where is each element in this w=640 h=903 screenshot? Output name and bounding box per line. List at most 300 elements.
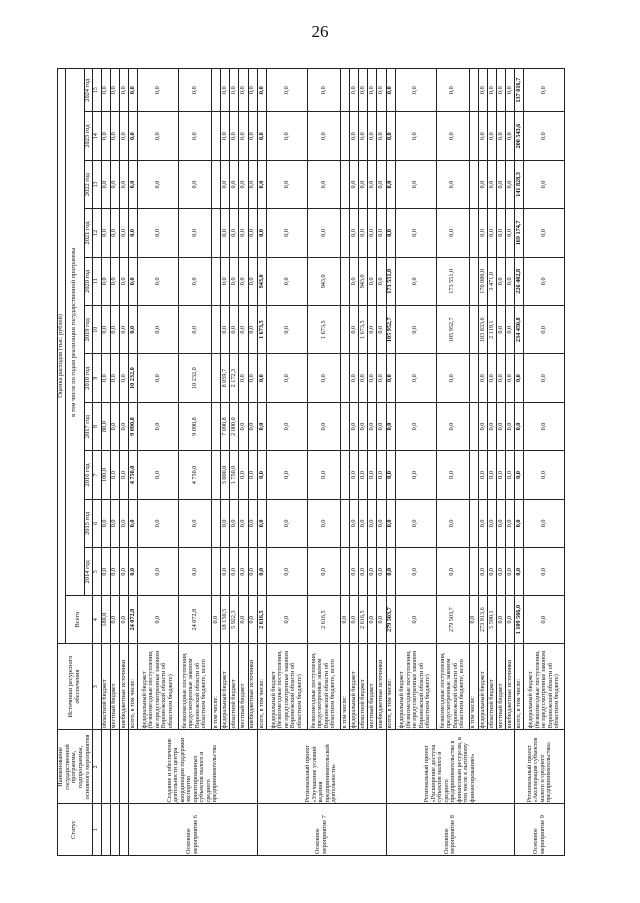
value-cell: 0,0 [506,209,515,257]
value-cell [340,354,349,402]
value-cell: 0,0 [524,257,565,305]
value-cell: 0,0 [248,402,257,450]
value-cell: 0,0 [377,209,386,257]
value-cell: 0,0 [487,548,496,596]
value-cell: 0,0 [386,451,395,499]
source-cell: всего, в том числе: [257,643,266,730]
value-cell [340,160,349,208]
value-cell: 0,0 [497,306,506,354]
value-cell: 0,0 [230,499,239,547]
value-cell: 0,0 [386,499,395,547]
value-cell: 0,0 [138,257,179,305]
value-cell [469,548,478,596]
index-cell: 2 [92,730,101,804]
value-cell: 0,0 [307,499,340,547]
value-cell: 0,0 [478,451,487,499]
source-cell: областной бюджет [487,643,496,730]
value-cell: 0,0 [436,209,469,257]
value-cell: 173 551,0 [386,257,395,305]
status-cell: Основное мероприятие 8 [386,804,515,856]
value-cell: 0,0 [307,354,340,402]
value-cell: 0,0 [524,548,565,596]
total-cell: 24 072,8 [128,596,137,643]
total-cell: 18 150,5 [221,596,230,643]
value-cell: 0,0 [138,209,179,257]
value-cell [340,112,349,160]
value-cell: 0,0 [377,69,386,112]
value-cell: 0,0 [248,306,257,354]
value-cell: 0,0 [119,354,128,402]
value-cell: 0,0 [377,499,386,547]
value-cell: 226 402,8 [515,257,524,305]
value-cell [211,112,220,160]
value-cell: 0,0 [257,451,266,499]
value-cell: 0,0 [478,112,487,160]
value-cell [211,402,220,450]
value-cell: 0,0 [515,402,524,450]
table-row [101,69,110,856]
total-cell: 5 590,1 [487,596,496,643]
value-cell: 0,0 [179,69,212,112]
value-cell [340,257,349,305]
status-cell [110,804,119,856]
value-cell: 0,0 [119,451,128,499]
total-cell: 0,0 [110,596,119,643]
value-cell: 0,0 [436,112,469,160]
value-cell: 0,0 [506,69,515,112]
total-cell: 0,0 [248,596,257,643]
value-cell: 0,0 [230,306,239,354]
value-cell: 0,0 [524,306,565,354]
value-cell: 0,0 [110,402,119,450]
value-cell: 0,0 [395,69,436,112]
value-cell: 0,0 [395,112,436,160]
value-cell: 0,0 [110,306,119,354]
value-cell: 105 952,7 [436,306,469,354]
total-cell: 0,0 [349,596,358,643]
value-cell: 0,0 [179,306,212,354]
value-cell: 10 232,0 [179,354,212,402]
value-cell: 0,0 [506,112,515,160]
header-year: 2020 год [84,257,92,305]
value-cell [211,499,220,547]
index-cell: 9 [92,354,101,402]
value-cell: 0,0 [230,209,239,257]
value-cell: 0,0 [497,69,506,112]
value-cell: 0,0 [349,451,358,499]
value-cell [469,402,478,450]
total-cell: 2 616,5 [307,596,340,643]
header-year: 2022 год [84,160,92,208]
source-cell: внебюджетные источники [248,643,257,730]
value-cell: 0,0 [119,499,128,547]
value-cell: 0,0 [101,160,110,208]
value-cell: 0,0 [119,69,128,112]
value-cell: 0,0 [128,209,137,257]
value-cell: 0,0 [248,451,257,499]
header-year: 2021 год [84,209,92,257]
value-cell [340,402,349,450]
value-cell: 0,0 [138,160,179,208]
source-cell: федеральный бюджет [349,643,358,730]
source-cell: внебюджетные источники [377,643,386,730]
value-cell: 0,0 [138,451,179,499]
value-cell: 0,0 [101,354,110,402]
value-cell: 234 450,8 [515,306,524,354]
value-cell: 0,0 [487,209,496,257]
value-cell: 0,0 [221,209,230,257]
total-cell: 0,0 [340,596,349,643]
value-cell: 0,0 [478,209,487,257]
page-number: 26 [311,22,329,41]
value-cell: 0,0 [307,160,340,208]
header-year: 2023 год [84,112,92,160]
name-cell: Создание и обеспечение деятельности центра координации поддержки экспортно ориентированных субъектов малого и среднего предпринимательства [128,730,257,804]
source-cell: всего, в том числе: [515,643,524,730]
value-cell: 0,0 [138,69,179,112]
value-cell: 0,0 [257,354,266,402]
index-cell: 14 [92,112,101,160]
value-cell: 0,0 [524,69,565,112]
total-cell: 279 503,7 [436,596,469,643]
value-cell: 0,0 [506,306,515,354]
value-cell: 0,0 [138,548,179,596]
value-cell [469,354,478,402]
value-cell: 0,0 [257,499,266,547]
value-cell: 0,0 [359,160,368,208]
value-cell: 0,0 [221,112,230,160]
value-cell: 0,0 [497,548,506,596]
value-cell: 0,0 [478,499,487,547]
value-cell: 0,0 [128,160,137,208]
total-cell: 24 072,8 [179,596,212,643]
value-cell: 0,0 [128,69,137,112]
value-cell: 0,0 [110,451,119,499]
value-cell: 9 090,8 [128,402,137,450]
value-cell: 0,0 [248,499,257,547]
total-cell: 0,0 [469,596,478,643]
value-cell: 0,0 [349,257,358,305]
value-cell: 0,0 [395,160,436,208]
value-cell: 0,0 [307,402,340,450]
total-cell: 0,0 [524,596,565,643]
value-cell: 0,0 [506,257,515,305]
name-cell [110,730,119,804]
value-cell: 0,0 [230,112,239,160]
value-cell: 0,0 [110,354,119,402]
value-cell: 0,0 [101,69,110,112]
value-cell: 0,0 [248,354,257,402]
value-cell: 0,0 [497,499,506,547]
value-cell: 9 090,8 [179,402,212,450]
value-cell: 0,0 [478,354,487,402]
value-cell: 0,0 [478,69,487,112]
value-cell: 2 119,1 [487,306,496,354]
value-cell: 0,0 [266,69,307,112]
value-cell: 0,0 [349,69,358,112]
header-name: Наименование государственной программы, подпрограммы, основного мероприятия [58,730,93,804]
header-year: 2015 год [84,499,92,547]
value-cell: 0,0 [138,354,179,402]
value-cell [211,257,220,305]
total-cell: 0,0 [497,596,506,643]
value-cell: 1 750,0 [230,451,239,499]
value-cell: 0,0 [248,257,257,305]
value-cell: 137 016,7 [515,69,524,112]
value-cell: 0,0 [395,451,436,499]
value-cell [211,451,220,499]
value-cell: 0,0 [368,402,377,450]
value-cell: 0,0 [359,451,368,499]
value-cell: 0,0 [266,257,307,305]
value-cell: 0,0 [221,160,230,208]
header-stage: в том числе по годам реализации государственной программы [65,69,84,596]
header-source: Источники ресурсного обеспечения [58,643,93,730]
value-cell: 0,0 [349,306,358,354]
index-cell: 6 [92,499,101,547]
value-cell: 0,0 [257,402,266,450]
value-cell: 0,0 [307,451,340,499]
index-cell: 3 [92,643,101,730]
value-cell: 0,0 [110,257,119,305]
index-cell: 11 [92,257,101,305]
value-cell: 0,0 [487,160,496,208]
value-cell: 0,0 [266,499,307,547]
value-cell [211,354,220,402]
source-cell: в том числе: [211,643,220,730]
value-cell: 0,0 [377,257,386,305]
total-cell: 0,0 [368,596,377,643]
value-cell: 0,0 [266,112,307,160]
value-cell: 0,0 [386,160,395,208]
value-cell: 0,0 [368,209,377,257]
name-cell: Региональный проект «Акселерация субъектов малого и среднего предпринимательства» [515,730,565,804]
index-cell: 12 [92,209,101,257]
value-cell: 3 471,0 [487,257,496,305]
value-cell: 0,0 [110,209,119,257]
total-cell: 0,0 [266,596,307,643]
value-cell: 0,0 [349,209,358,257]
value-cell: 0,0 [515,548,524,596]
value-cell [469,209,478,257]
value-cell: 0,0 [266,354,307,402]
value-cell: 0,0 [395,499,436,547]
value-cell: 80,0 [101,402,110,450]
source-cell: областной бюджет [101,643,110,730]
value-cell: 0,0 [478,160,487,208]
status-cell [101,804,110,856]
value-cell: 0,0 [506,402,515,450]
value-cell: 0,0 [368,160,377,208]
value-cell: 0,0 [515,451,524,499]
value-cell: 0,0 [239,160,248,208]
total-cell: 2 616,5 [359,596,368,643]
source-cell: местный бюджет [368,643,377,730]
source-cell: всего, в том числе: [128,643,137,730]
value-cell: 0,0 [307,69,340,112]
value-cell: 0,0 [368,499,377,547]
value-cell: 0,0 [497,209,506,257]
value-cell: 0,0 [239,306,248,354]
source-cell: местный бюджет [110,643,119,730]
value-cell: 0,0 [138,112,179,160]
total-cell: 0,0 [395,596,436,643]
value-cell: 0,0 [239,548,248,596]
source-cell: внебюджетные источники [119,643,128,730]
value-cell: 0,0 [119,548,128,596]
total-cell: 0,0 [138,596,179,643]
value-cell: 0,0 [377,306,386,354]
value-cell: 0,0 [239,209,248,257]
value-cell: 0,0 [119,112,128,160]
value-cell [340,69,349,112]
value-cell: 0,0 [487,451,496,499]
value-cell [211,548,220,596]
index-cell: 13 [92,160,101,208]
value-cell: 0,0 [497,402,506,450]
index-cell: 8 [92,402,101,450]
value-cell: 0,0 [266,451,307,499]
value-cell [211,306,220,354]
value-cell: 0,0 [110,499,119,547]
value-cell: 0,0 [395,548,436,596]
value-cell: 0,0 [368,112,377,160]
value-cell: 0,0 [487,499,496,547]
value-cell: 0,0 [179,209,212,257]
value-cell: 0,0 [119,257,128,305]
value-cell [469,160,478,208]
value-cell: 0,0 [101,548,110,596]
value-cell: 0,0 [436,160,469,208]
value-cell: 943,0 [359,257,368,305]
value-cell: 0,0 [119,402,128,450]
value-cell: 0,0 [119,160,128,208]
index-cell: 1 [92,804,101,856]
header-year: 2017 год [84,402,92,450]
value-cell: 0,0 [478,548,487,596]
name-cell [101,730,110,804]
status-cell: Основное мероприятие 7 [257,804,386,856]
value-cell: 0,0 [179,112,212,160]
value-cell: 0,0 [248,548,257,596]
value-cell: 4 750,0 [128,451,137,499]
rotated-page [57,68,561,856]
value-cell: 0,0 [239,112,248,160]
index-cell: 15 [92,69,101,112]
value-cell: 0,0 [349,402,358,450]
table-row [110,69,119,856]
value-cell: 0,0 [436,354,469,402]
budget-table [57,68,565,856]
index-cell: 4 [92,596,101,643]
value-cell: 141 828,3 [515,160,524,208]
value-cell: 0,0 [524,451,565,499]
value-cell: 0,0 [230,160,239,208]
status-cell [119,804,128,856]
value-cell: 0,0 [359,354,368,402]
value-cell: 3 000,0 [221,451,230,499]
value-cell: 170 080,0 [478,257,487,305]
value-cell: 0,0 [128,306,137,354]
value-cell: 0,0 [359,548,368,596]
value-cell: 0,0 [524,209,565,257]
source-cell: федеральный бюджет (безвозмездные поступления, не предусмотренные законом Воронежской области об областном бюджете) [266,643,307,730]
total-cell: 0,0 [377,596,386,643]
total-cell: 0,0 [119,596,128,643]
value-cell: 0,0 [395,354,436,402]
total-cell: 273 913,6 [478,596,487,643]
value-cell: 0,0 [239,499,248,547]
value-cell: 0,0 [395,257,436,305]
value-cell [469,112,478,160]
value-cell: 0,0 [395,402,436,450]
header-status: Статус [58,804,93,856]
source-cell: областной бюджет [230,643,239,730]
value-cell: 10 232,0 [128,354,137,402]
value-cell: 0,0 [497,354,506,402]
value-cell [340,499,349,547]
status-cell: Основное мероприятие 9 [515,804,565,856]
value-cell: 0,0 [349,354,358,402]
value-cell: 0,0 [179,160,212,208]
value-cell: 0,0 [359,69,368,112]
value-cell: 173 551,0 [436,257,469,305]
total-cell: 180,0 [101,596,110,643]
header-year: 2016 год [84,451,92,499]
value-cell: 0,0 [436,402,469,450]
name-cell [119,730,128,804]
header-year: 2019 год [84,306,92,354]
value-cell: 0,0 [349,112,358,160]
value-cell: 2 172,3 [230,354,239,402]
value-cell: 0,0 [377,112,386,160]
source-cell: федеральный бюджет (безвозмездные поступления, не предусмотренные законом Воронежской области об областном бюджете) [524,643,565,730]
source-cell: федеральный бюджет [221,643,230,730]
value-cell: 0,0 [497,257,506,305]
value-cell: 0,0 [497,160,506,208]
value-cell: 0,0 [119,306,128,354]
value-cell: 0,0 [266,306,307,354]
value-cell: 0,0 [248,209,257,257]
source-cell: местный бюджет [497,643,506,730]
total-cell: 2 616,5 [257,596,266,643]
header-estimate: Оценка расходов (тыс. рублей) [58,69,66,644]
value-cell: 0,0 [239,402,248,450]
value-cell: 0,0 [307,548,340,596]
value-cell: 0,0 [377,160,386,208]
value-cell: 0,0 [138,306,179,354]
value-cell: 0,0 [497,451,506,499]
value-cell [211,160,220,208]
source-cell: местный бюджет [239,643,248,730]
value-cell: 0,0 [101,257,110,305]
value-cell: 0,0 [524,112,565,160]
value-cell: 2 000,0 [230,402,239,450]
value-cell: 0,0 [359,499,368,547]
value-cell: 0,0 [436,499,469,547]
value-cell: 4 750,0 [179,451,212,499]
table-row [128,69,137,856]
value-cell: 0,0 [101,306,110,354]
total-cell: 0,0 [239,596,248,643]
value-cell: 0,0 [436,69,469,112]
value-cell: 0,0 [368,69,377,112]
value-cell: 943,0 [307,257,340,305]
table-body [92,69,565,856]
value-cell: 0,0 [266,548,307,596]
value-cell: 0,0 [386,402,395,450]
value-cell: 0,0 [230,548,239,596]
